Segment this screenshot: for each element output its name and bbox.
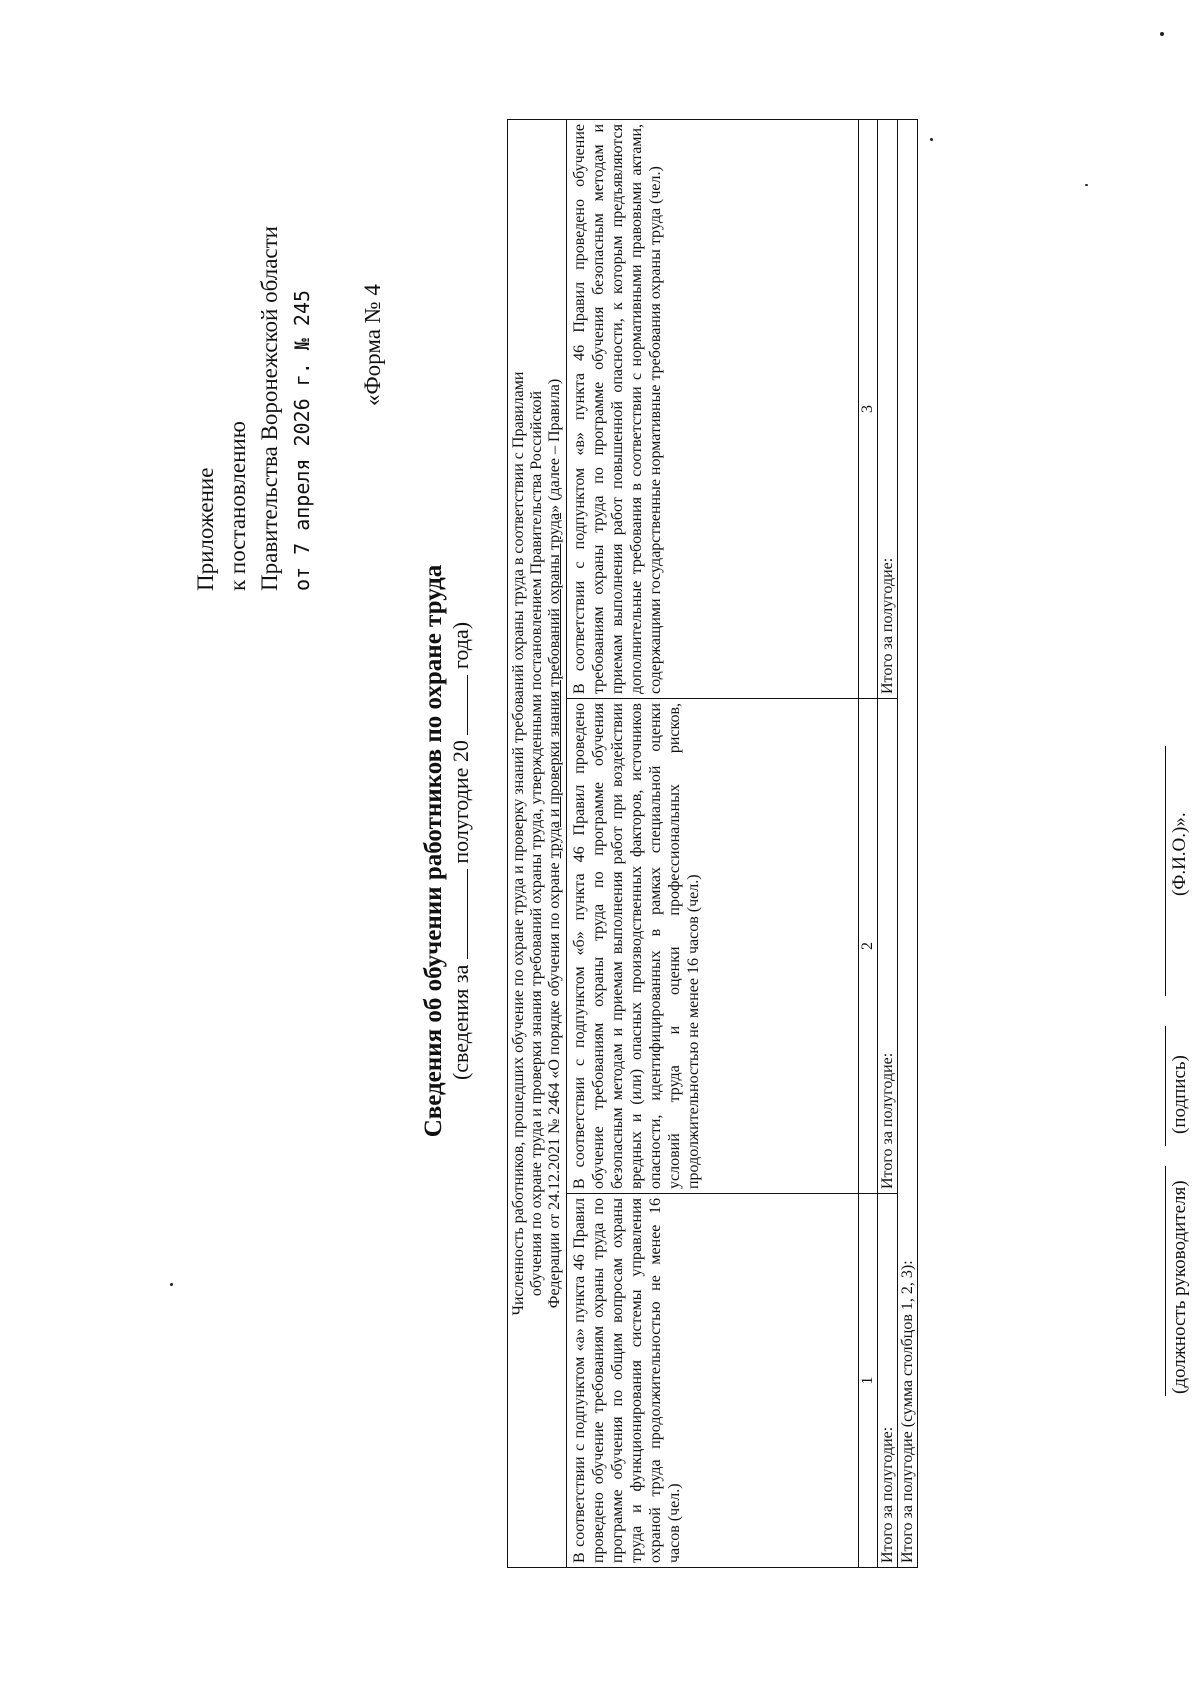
column-number-3: 3 [859,119,878,698]
scan-speck [1085,184,1088,186]
position-label: (должность руководителя) [1169,1180,1190,1394]
subtitle-suffix: года) [448,621,473,670]
header-line-3c: » (далее – Правила) [546,378,563,513]
half-year-blank [449,869,468,959]
document-subtitle [448,206,474,1496]
subtitle-mid: полугодие 20 [448,740,473,864]
table-header-row [508,119,567,1567]
column-number-1: 1 [859,1194,878,1568]
position-line [1165,1166,1167,1396]
scan-speck [170,1283,173,1286]
year-blank [449,675,468,735]
subtitle-prefix: (сведения за [448,964,473,1081]
column-2-description: В соответствии с подпунктом «б» пункта 46 Правил проведено обучение требованиям охраны труда по программе обучения безопасным методам и приемам выполнения работ при воздействии вредных и (или) опасных производственных факторов, источников опасности, идентифицированных в рамках специальной оценки условий труда и оценки профессиональных рисков, продолжительностью не менее 16 часов (чел.) [567,699,859,1194]
table-row-columns [567,119,859,1567]
appendix-title: Приложение [193,467,218,591]
scan-speck [930,138,933,141]
training-table [507,119,918,1568]
column-number-2: 2 [859,699,878,1194]
subtotal-col-2: Итого за полугодие: [878,699,898,1194]
subtotal-col-3: Итого за полугодие: [878,119,898,698]
signature-line [1165,1026,1167,1146]
name-line [1165,746,1167,996]
document-title: Сведения об обучении работников по охране труда [420,564,447,1138]
grand-total-cell: Итого за полугодие (сумма столбцов 1, 2, 3): [898,119,918,1567]
table-row-total [898,119,918,1567]
column-3-description: В соответствии с подпунктом «в» пункта 46 Правил проведено обучение требованиям охраны труда по программе обучения безопасным методам и приемам выполнения работ повышенной опасности, к которым предъявляются дополнительные требования в соответствии с нормативными правовыми актами, содержащими государственные нормативные требования охраны труда (чел.) [567,119,859,698]
form-number: «Форма № 4 [360,284,385,406]
subtotal-col-1: Итого за полугодие: [878,1194,898,1568]
table-row-numbers [859,119,878,1567]
name-label: (Ф.И.О.)». [1169,812,1190,896]
signature-block [1165,196,1195,1396]
header-line-3a: Федерации от 24.12.2021 № 2464 «О порядке обучения по охране [546,862,563,1309]
appendix-date-number: от 7 апреля 2026 г. № 245 [290,289,314,591]
appendix-resolution: к постановлению [225,421,250,591]
header-line-3 [546,126,564,1561]
table-header-cell [508,119,567,1567]
signature-label: (подпись) [1169,1055,1190,1134]
appendix-authority: Правительства Воронежской области [257,226,282,591]
column-1-description: В соответствии с подпунктом «а» пункта 46 Правил проведено обучение требованиям охраны труда по программе обучения по общим вопросам охраны труда и функционирования системы управления охраной труда продолжительностью не менее 16 часов (чел.) [567,1194,859,1568]
header-line-1: Численность работников, прошедших обучение по охране труда и проверку знаний требований охраны труда в соответствии с Правилами [510,371,527,1316]
header-line-3b: труда и проверки знания требований охраны труда [546,512,563,859]
table-row-subtotal [878,119,898,1567]
scan-speck [1160,32,1164,36]
appendix-block [190,31,318,591]
header-line-2: обучения по охране труда и проверки знания требований охраны труда, утвержденными постановлением Правительства Российской [528,390,545,1297]
